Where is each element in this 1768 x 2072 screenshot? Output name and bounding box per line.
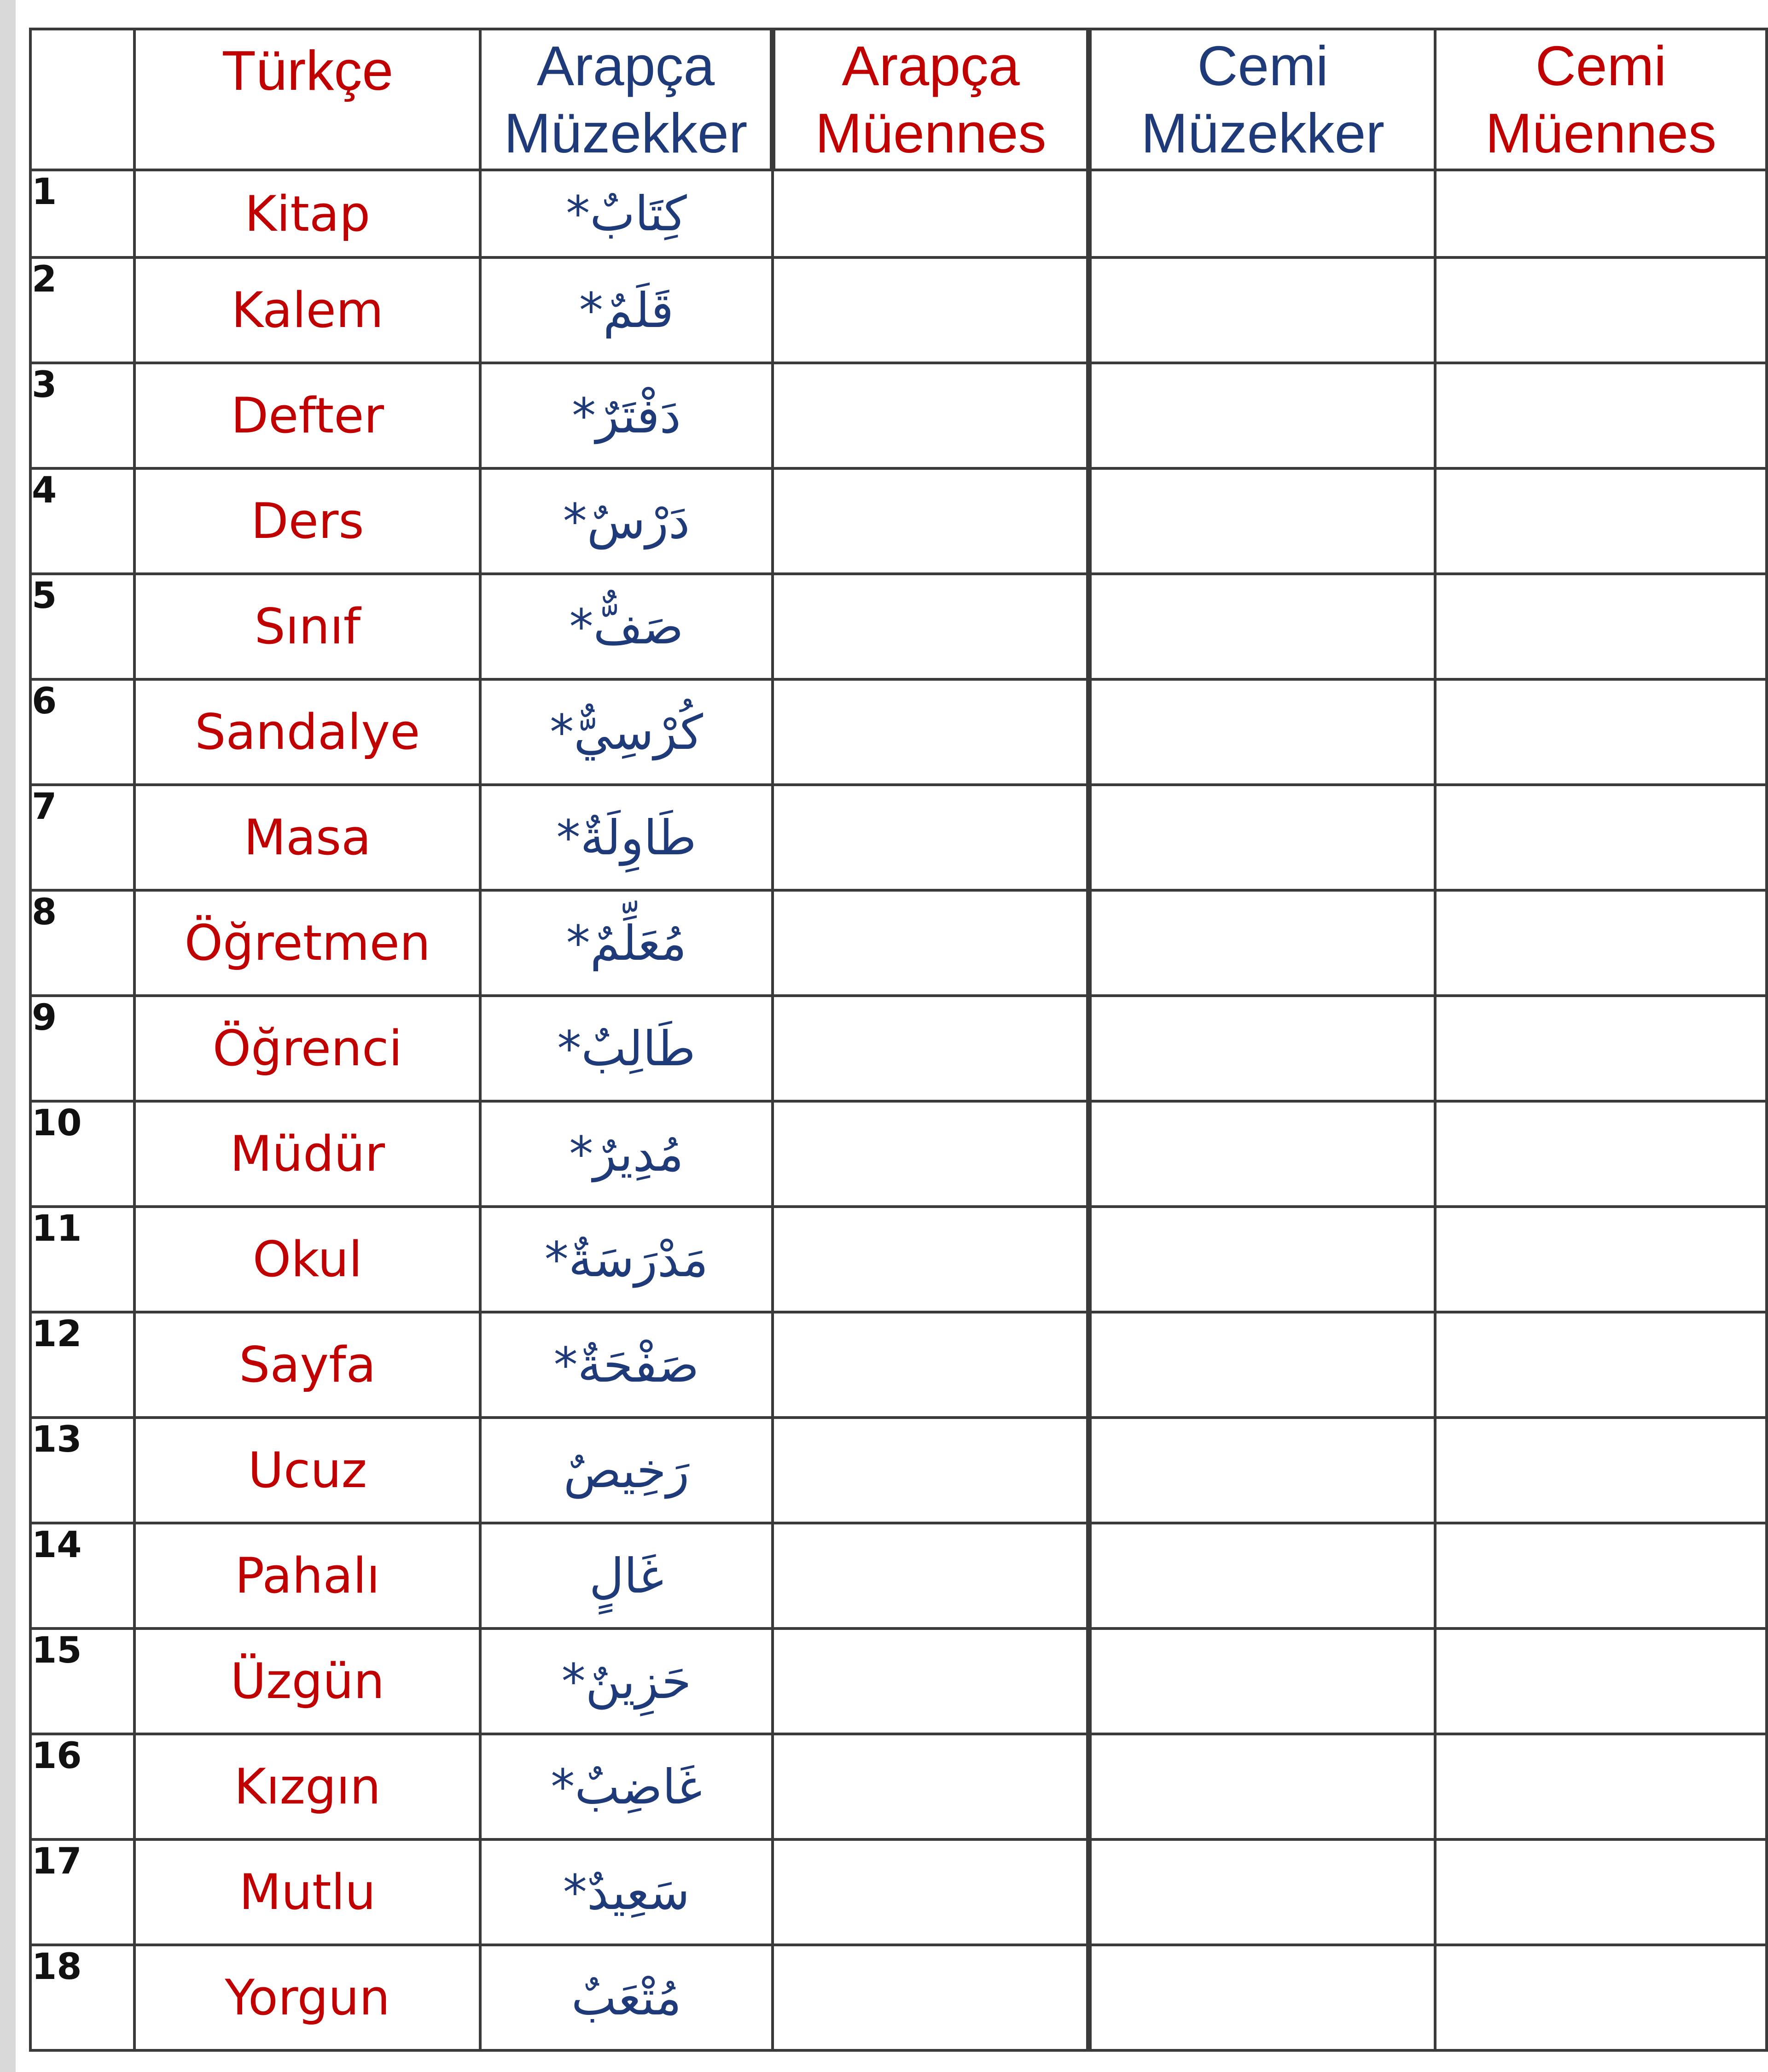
arabic-feminine-blank[interactable]: [773, 996, 1089, 1101]
header-arabic-masculine: [480, 29, 773, 170]
plural-masculine-blank[interactable]: [1089, 1312, 1435, 1418]
row-number: 2: [30, 257, 134, 363]
table-row: [30, 170, 1767, 257]
table-row: [30, 785, 1767, 890]
arabic-masculine-word: مُتْعَبٌ: [480, 1945, 773, 2050]
arabic-masculine-word: كُرْسِيٌّ*: [480, 679, 773, 785]
row-number: 12: [30, 1312, 134, 1418]
arabic-feminine-blank[interactable]: [773, 890, 1089, 996]
plural-masculine-blank[interactable]: [1089, 1839, 1435, 1945]
table-row: [30, 257, 1767, 363]
header-number: [30, 29, 134, 170]
arabic-feminine-blank[interactable]: [773, 468, 1089, 574]
plural-masculine-blank[interactable]: [1089, 468, 1435, 574]
plural-feminine-blank[interactable]: [1435, 1101, 1767, 1207]
arabic-feminine-blank[interactable]: [773, 1628, 1089, 1734]
arabic-masculine-word: طَالِبٌ*: [480, 996, 773, 1101]
arabic-masculine-word: غَالٍ: [480, 1523, 773, 1628]
arabic-masculine-word: رَخِيصٌ: [480, 1418, 773, 1523]
turkish-word: Masa: [134, 785, 480, 890]
turkish-word: Okul: [134, 1207, 480, 1312]
plural-masculine-blank[interactable]: [1089, 1628, 1435, 1734]
row-number: 14: [30, 1523, 134, 1628]
turkish-word: Kitap: [134, 170, 480, 257]
plural-masculine-blank[interactable]: [1089, 890, 1435, 996]
plural-feminine-blank[interactable]: [1435, 679, 1767, 785]
plural-feminine-blank[interactable]: [1435, 785, 1767, 890]
turkish-word: Sayfa: [134, 1312, 480, 1418]
plural-feminine-blank[interactable]: [1435, 574, 1767, 679]
table-row: [30, 1418, 1767, 1523]
plural-feminine-blank[interactable]: [1435, 1945, 1767, 2050]
table-row: [30, 468, 1767, 574]
plural-feminine-blank[interactable]: [1435, 1312, 1767, 1418]
plural-masculine-blank[interactable]: [1089, 1207, 1435, 1312]
arabic-feminine-blank[interactable]: [773, 170, 1089, 257]
turkish-word: Müdür: [134, 1101, 480, 1207]
arabic-masculine-word: مُعَلِّمٌ*: [480, 890, 773, 996]
header-plural-masculine-line1: Cemi: [1197, 35, 1328, 97]
row-number: 1: [30, 170, 134, 257]
plural-feminine-blank[interactable]: [1435, 890, 1767, 996]
plural-feminine-blank[interactable]: [1435, 468, 1767, 574]
table-row: [30, 1945, 1767, 2050]
arabic-masculine-word: مُدِيرٌ*: [480, 1101, 773, 1207]
table-row: [30, 1523, 1767, 1628]
table-row: [30, 363, 1767, 468]
vocabulary-table: [29, 28, 1768, 2052]
plural-masculine-blank[interactable]: [1089, 1101, 1435, 1207]
turkish-word: Sandalye: [134, 679, 480, 785]
turkish-word: Üzgün: [134, 1628, 480, 1734]
header-plural-feminine-line1: Cemi: [1535, 35, 1667, 97]
header-plural-masculine: [1089, 29, 1435, 170]
arabic-feminine-blank[interactable]: [773, 1207, 1089, 1312]
arabic-masculine-word: حَزِينٌ*: [480, 1628, 773, 1734]
plural-feminine-blank[interactable]: [1435, 257, 1767, 363]
turkish-word: Defter: [134, 363, 480, 468]
header-plural-feminine: [1435, 29, 1767, 170]
turkish-word: Ders: [134, 468, 480, 574]
plural-feminine-blank[interactable]: [1435, 1628, 1767, 1734]
arabic-masculine-word: صَفْحَةٌ*: [480, 1312, 773, 1418]
turkish-word: Pahalı: [134, 1523, 480, 1628]
row-number: 10: [30, 1101, 134, 1207]
arabic-masculine-word: قَلَمٌ*: [480, 257, 773, 363]
header-turkish: [134, 29, 480, 170]
row-number: 9: [30, 996, 134, 1101]
arabic-feminine-blank[interactable]: [773, 785, 1089, 890]
plural-masculine-blank[interactable]: [1089, 679, 1435, 785]
table-row: [30, 1839, 1767, 1945]
header-turkish-label: Türkçe: [221, 39, 394, 102]
table-row: [30, 1628, 1767, 1734]
table-row: [30, 1101, 1767, 1207]
table-row: [30, 890, 1767, 996]
turkish-word: Ucuz: [134, 1418, 480, 1523]
header-arabic-feminine: [773, 29, 1089, 170]
header-arabic-masculine-line1: Arapça: [536, 35, 715, 97]
table-row: [30, 1312, 1767, 1418]
arabic-masculine-word: صَفٌّ*: [480, 574, 773, 679]
row-number: 8: [30, 890, 134, 996]
header-plural-feminine-line2: Müennes: [1485, 102, 1716, 164]
table-row: [30, 996, 1767, 1101]
header-row: [30, 29, 1767, 170]
row-number: 4: [30, 468, 134, 574]
turkish-word: Yorgun: [134, 1945, 480, 2050]
plural-feminine-blank[interactable]: [1435, 1839, 1767, 1945]
table-row: [30, 1207, 1767, 1312]
arabic-masculine-word: غَاضِبٌ*: [480, 1734, 773, 1839]
turkish-word: Mutlu: [134, 1839, 480, 1945]
row-number: 17: [30, 1839, 134, 1945]
row-number: 15: [30, 1628, 134, 1734]
arabic-feminine-blank[interactable]: [773, 1839, 1089, 1945]
plural-masculine-blank[interactable]: [1089, 1945, 1435, 2050]
row-number: 18: [30, 1945, 134, 2050]
plural-masculine-blank[interactable]: [1089, 574, 1435, 679]
arabic-feminine-blank[interactable]: [773, 1945, 1089, 2050]
header-arabic-feminine-line2: Müennes: [815, 102, 1047, 164]
plural-feminine-blank[interactable]: [1435, 1523, 1767, 1628]
arabic-masculine-word: طَاوِلَةٌ*: [480, 785, 773, 890]
plural-masculine-blank[interactable]: [1089, 1418, 1435, 1523]
arabic-feminine-blank[interactable]: [773, 679, 1089, 785]
row-number: 7: [30, 785, 134, 890]
plural-masculine-blank[interactable]: [1089, 1523, 1435, 1628]
plural-feminine-blank[interactable]: [1435, 1207, 1767, 1312]
arabic-masculine-word: مَدْرَسَةٌ*: [480, 1207, 773, 1312]
plural-feminine-blank[interactable]: [1435, 363, 1767, 468]
arabic-masculine-word: سَعِيدٌ*: [480, 1839, 773, 1945]
plural-masculine-blank[interactable]: [1089, 170, 1435, 257]
plural-masculine-blank[interactable]: [1089, 785, 1435, 890]
arabic-feminine-blank[interactable]: [773, 1101, 1089, 1207]
plural-feminine-blank[interactable]: [1435, 170, 1767, 257]
arabic-masculine-word: دَرْسٌ*: [480, 468, 773, 574]
table-row: [30, 679, 1767, 785]
plural-feminine-blank[interactable]: [1435, 1418, 1767, 1523]
arabic-feminine-blank[interactable]: [773, 1312, 1089, 1418]
plural-feminine-blank[interactable]: [1435, 1734, 1767, 1839]
arabic-masculine-word: كِتَابٌ*: [480, 170, 773, 257]
arabic-feminine-blank[interactable]: [773, 257, 1089, 363]
row-number: 11: [30, 1207, 134, 1312]
table-row: [30, 574, 1767, 679]
plural-masculine-blank[interactable]: [1089, 257, 1435, 363]
turkish-word: Sınıf: [134, 574, 480, 679]
turkish-word: Kalem: [134, 257, 480, 363]
row-number: 13: [30, 1418, 134, 1523]
plural-masculine-blank[interactable]: [1089, 363, 1435, 468]
arabic-feminine-blank[interactable]: [773, 1418, 1089, 1523]
turkish-word: Öğrenci: [134, 996, 480, 1101]
row-number: 16: [30, 1734, 134, 1839]
arabic-masculine-word: دَفْتَرٌ*: [480, 363, 773, 468]
worksheet-page: [16, 0, 1768, 2072]
row-number: 3: [30, 363, 134, 468]
row-number: 5: [30, 574, 134, 679]
arabic-feminine-blank[interactable]: [773, 574, 1089, 679]
arabic-feminine-blank[interactable]: [773, 363, 1089, 468]
turkish-word: Öğretmen: [134, 890, 480, 996]
table-row: [30, 1734, 1767, 1839]
arabic-feminine-blank[interactable]: [773, 1734, 1089, 1839]
header-arabic-feminine-line1: Arapça: [842, 35, 1020, 97]
plural-masculine-blank[interactable]: [1089, 1734, 1435, 1839]
plural-masculine-blank[interactable]: [1089, 996, 1435, 1101]
header-plural-masculine-line2: Müzekker: [1141, 102, 1385, 164]
arabic-feminine-blank[interactable]: [773, 1523, 1089, 1628]
row-number: 6: [30, 679, 134, 785]
header-arabic-masculine-line2: Müzekker: [504, 102, 748, 164]
plural-feminine-blank[interactable]: [1435, 996, 1767, 1101]
turkish-word: Kızgın: [134, 1734, 480, 1839]
